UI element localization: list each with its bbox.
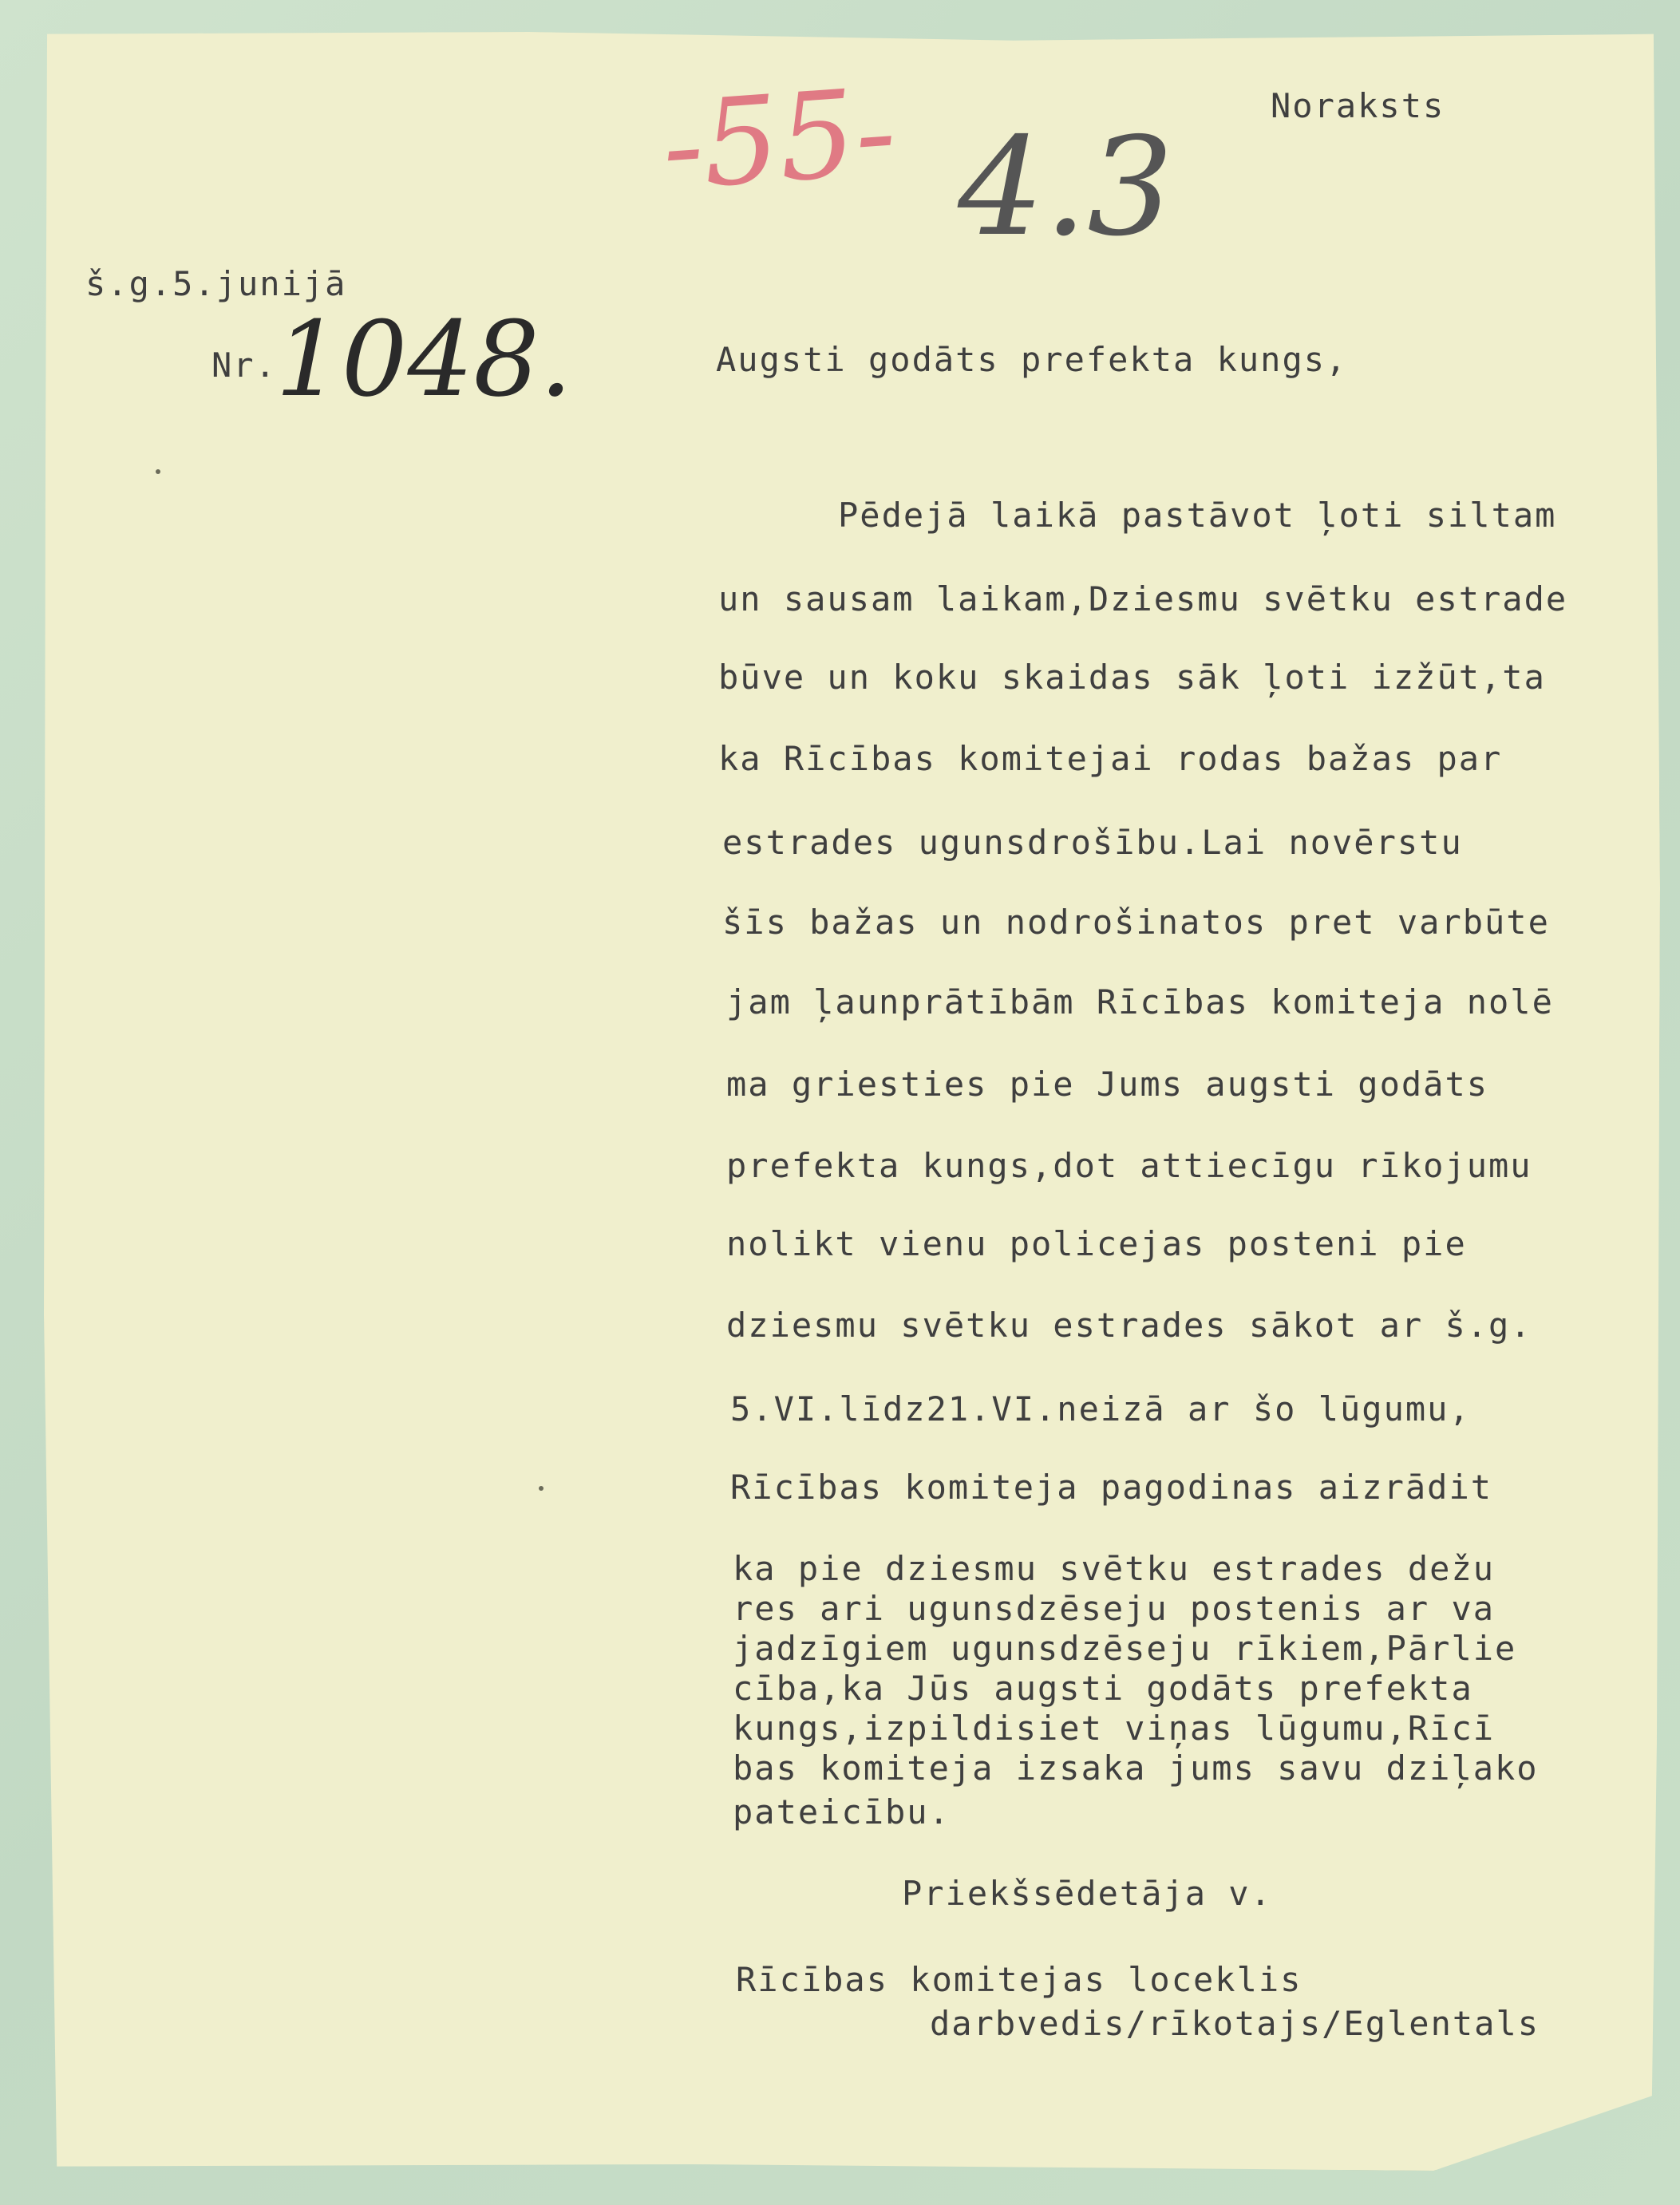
number-prefix: Nr.: [211, 346, 277, 385]
body-line: Pēdejā laikā pastāvot ļoti siltam: [838, 496, 1557, 535]
body-line: dziesmu svētku estrades sākot ar š.g.: [726, 1306, 1532, 1345]
signature-name: darbvedis/rīkotajs/Eglentals: [930, 2004, 1540, 2043]
signature-title: Rīcības komitejas loceklis: [736, 1960, 1302, 1999]
body-line: šīs bažas un nodrošinatos pret varbūte: [722, 903, 1550, 942]
red-archive-number: -55-: [658, 62, 900, 217]
body-line-dense: ka pie dziesmu svētku estrades dežu: [733, 1549, 1496, 1588]
body-line: ka Rīcības komitejai rodas bažas par: [718, 739, 1503, 778]
body-line-dense: bas komiteja izsaka jums savu dziļako: [733, 1749, 1539, 1788]
signature-role: Priekšsēdetāja v.: [902, 1874, 1272, 1913]
body-line: būve un koku skaidas sāk ļoti izžūt,ta: [718, 658, 1546, 697]
salutation: Augsti godāts prefekta kungs,: [716, 340, 1348, 379]
body-line: estrades ugunsdrošību.Lai novērstu: [722, 823, 1463, 862]
body-line-dense: cība,ka Jūs augsti godāts prefekta: [733, 1669, 1473, 1708]
body-line: jam ļaunprātībām Rīcības komiteja nolē: [726, 982, 1554, 1021]
body-line: nolikt vienu policejas posteni pie: [726, 1224, 1467, 1263]
body-line-dense: pateicību.: [733, 1792, 951, 1832]
document-label: Noraksts: [1271, 86, 1445, 125]
body-line: un sausam laikam,Dziesmu svētku estrade: [718, 579, 1568, 618]
body-line-dense: kungs,izpildisiet viņas lūgumu,Rīcī: [733, 1709, 1496, 1748]
body-line: ma griesties pie Jums augsti godāts: [726, 1065, 1489, 1104]
handwritten-reference-number: 1048.: [275, 298, 573, 420]
body-line-dense: res ari ugunsdzēseju postenis ar va: [733, 1589, 1496, 1628]
date-line: š.g.5.junijā: [85, 264, 347, 303]
body-line: 5.VI.līdz21.VI.neizā ar šo lūgumu,: [730, 1389, 1471, 1429]
body-line: prefekta kungs,dot attiecīgu rīkojumu: [726, 1146, 1532, 1185]
paper-speck: [156, 469, 160, 474]
pencil-folio-number: 4.3: [958, 109, 1174, 267]
body-line-dense: jadzīgiem ugunsdzēseju rīkiem,Pārlie: [733, 1629, 1517, 1668]
body-line: Rīcības komiteja pagodinas aizrādit: [730, 1468, 1493, 1507]
paper-speck: [539, 1486, 544, 1491]
